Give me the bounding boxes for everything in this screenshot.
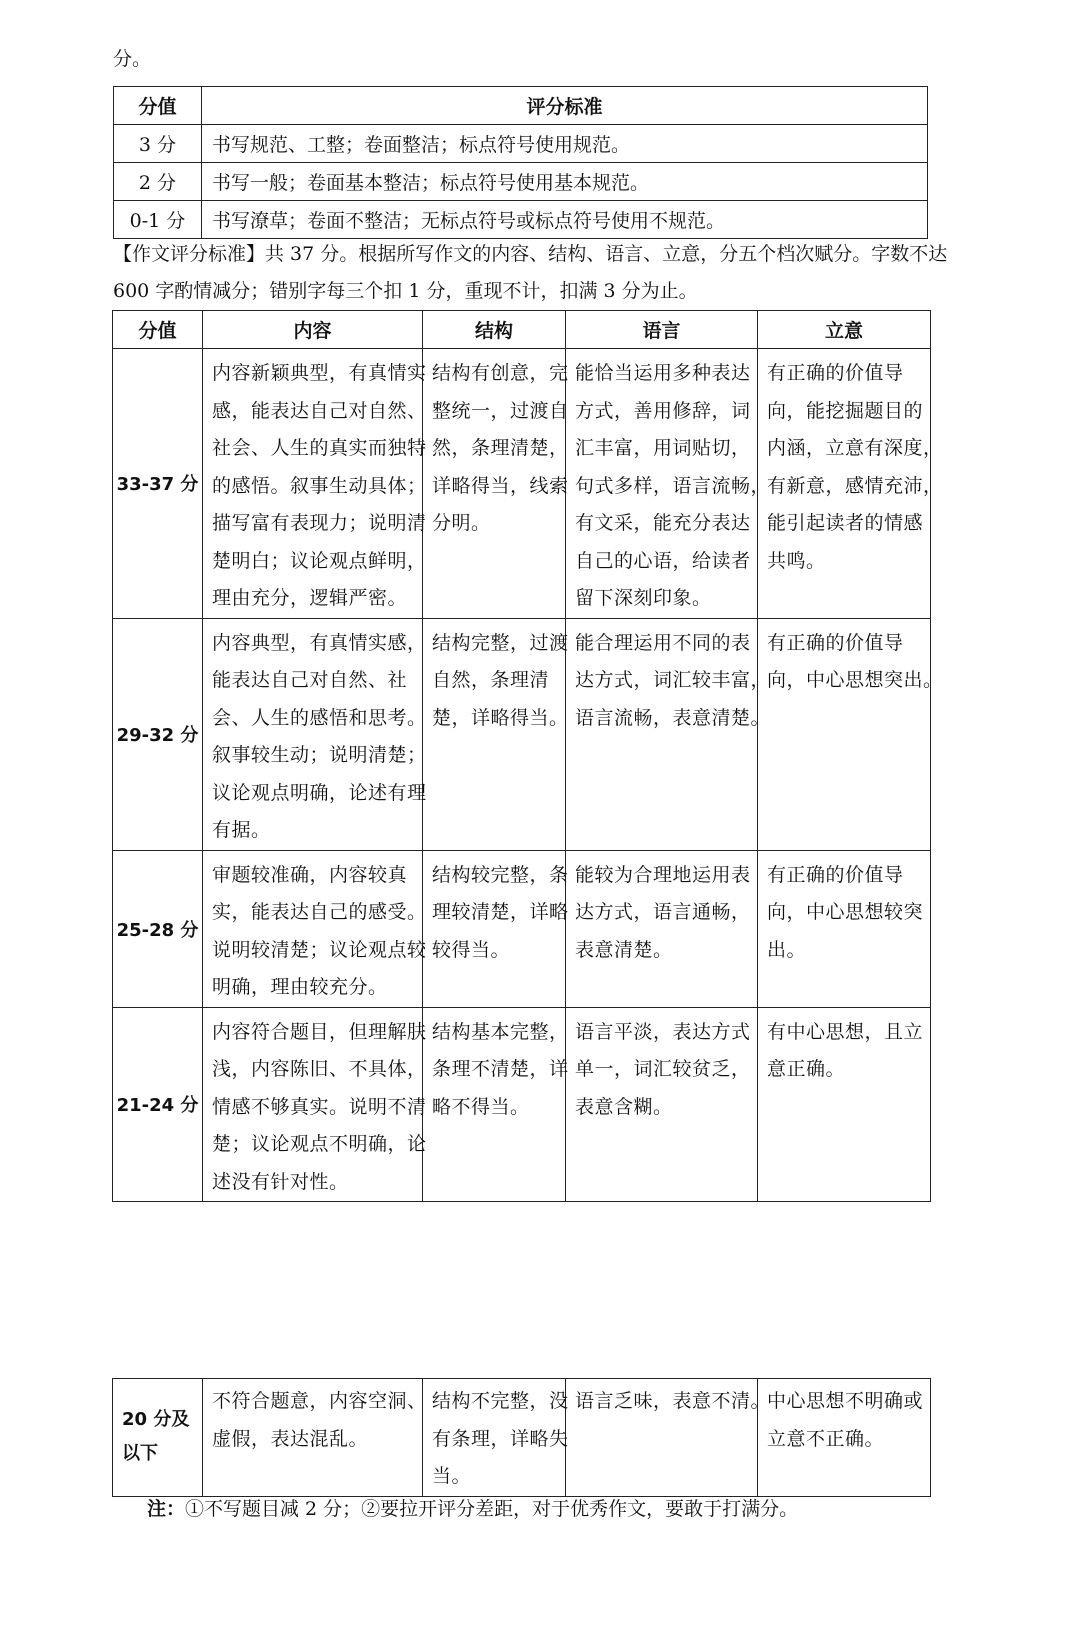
- text-line: 理较清楚，详略: [432, 901, 569, 923]
- text-line: 向，能挖掘题目的: [767, 399, 924, 422]
- text-line: 达方式，语言通畅，: [575, 901, 751, 923]
- text-line: 结构不完整，没: [432, 1390, 569, 1412]
- text-line: 然，条理清楚，: [432, 437, 569, 459]
- text-line: 语言乏味，表意不清。: [575, 1390, 771, 1412]
- text-line: 能恰当运用多种表达: [575, 362, 751, 384]
- text-line: 中心思想不明确或: [767, 1390, 924, 1412]
- text-line: 能引起读者的情感: [767, 512, 924, 534]
- text-line: 单一，词汇较贫乏，: [575, 1058, 751, 1080]
- text-line: 条理不清楚，详: [432, 1058, 569, 1080]
- text-line: 内容新颖典型，有真情实: [212, 362, 427, 384]
- text-line: 楚，详略得当。: [432, 706, 569, 729]
- idea-cell: [758, 618, 943, 850]
- text-line: 结构基本完整，: [432, 1020, 569, 1043]
- header-score: 分值: [113, 311, 203, 349]
- language-cell: [566, 1379, 771, 1497]
- text-line: 句式多样，语言流畅，: [575, 474, 771, 497]
- text-line: 当。: [432, 1465, 472, 1487]
- text-line: 略不得当。: [432, 1095, 530, 1118]
- structure-cell: [423, 1379, 569, 1497]
- table-row: [113, 349, 931, 619]
- text-line: 留下深刻印象。: [575, 587, 712, 609]
- score-cell: 29-32 分: [113, 618, 203, 850]
- text-line: 明确，理由较充分。: [212, 976, 388, 998]
- score-cell: 3 分: [114, 125, 202, 163]
- content-cell: [203, 850, 427, 1007]
- structure-cell: [423, 618, 569, 850]
- text-line: 有新意，感情充沛，: [767, 474, 943, 497]
- table-row: [114, 125, 928, 163]
- content-cell: [203, 618, 427, 850]
- criteria-cell: 书写规范、工整；卷面整洁；标点符号使用规范。: [202, 125, 928, 163]
- table-row: [113, 1007, 931, 1202]
- text-line: 情感不够真实。说明不清: [212, 1095, 427, 1118]
- text-line: 能表达自己对自然、社: [212, 669, 408, 691]
- text-line: 社会、人生的真实而独特: [212, 437, 427, 459]
- text-line: 表意清楚。: [575, 938, 673, 961]
- header-language: 语言: [566, 311, 758, 349]
- table-row: [114, 201, 928, 239]
- text-line: 内容符合题目，但理解肤: [212, 1020, 427, 1043]
- text-line: 结构较完整，条: [432, 863, 569, 886]
- text-line: 出。: [767, 938, 807, 961]
- text-line: 有正确的价值导: [767, 631, 904, 654]
- language-cell: [566, 618, 771, 850]
- idea-cell: [758, 1007, 931, 1202]
- text-line: 语言平淡，表达方式: [575, 1020, 751, 1043]
- text-line: 语言流畅，表意清楚。: [575, 706, 771, 729]
- essay-score-table: [112, 310, 943, 1202]
- text-line: 楚明白；议论观点鲜明，: [212, 549, 427, 572]
- structure-cell: [423, 349, 569, 619]
- text-line: 表意含糊。: [575, 1095, 673, 1118]
- text-line: 自己的心语，给读者: [575, 549, 751, 572]
- text-line: 能较为合理地运用表: [575, 863, 751, 886]
- text-line: 结构有创意，完: [432, 362, 569, 384]
- text-line: 方式，善用修辞，词: [575, 399, 751, 422]
- table-row: [113, 850, 931, 1007]
- language-cell: [566, 349, 771, 619]
- text-line: 楚；议论观点不明确，论: [212, 1133, 427, 1155]
- score-cell: 0-1 分: [114, 201, 202, 239]
- text-line: 议论观点明确，论述有理: [212, 781, 427, 804]
- text-line: 汇丰富，用词贴切，: [575, 437, 751, 459]
- content-cell: [203, 1379, 427, 1497]
- essay-intro-line-2: 600 字酌情减分；错别字每三个扣 1 分，重现不计，扣满 3 分为止。: [113, 280, 698, 302]
- header-idea: 立意: [758, 311, 931, 349]
- score-cell: 25-28 分: [113, 850, 203, 1007]
- text-line: 不符合题意，内容空洞、: [212, 1390, 427, 1412]
- idea-cell: [758, 850, 931, 1007]
- table-row: [113, 1379, 931, 1497]
- text-line: 的感悟。叙事生动具体；: [212, 474, 427, 497]
- criteria-cell: 书写一般；卷面基本整洁；标点符号使用基本规范。: [202, 163, 928, 201]
- structure-cell: [423, 850, 569, 1007]
- content-cell: [203, 349, 427, 619]
- text-line: 说明较清楚；议论观点较: [212, 938, 427, 961]
- text-line: 述没有针对性。: [212, 1170, 349, 1193]
- text-line: 有据。: [212, 819, 271, 841]
- text-line: 20 分及: [122, 1409, 190, 1431]
- score-cell: 21-24 分: [113, 1007, 203, 1202]
- text-line: 结构完整，过渡: [432, 631, 569, 654]
- text-line: 向，中心思想较突: [767, 901, 924, 923]
- score-cell: 33-37 分: [113, 349, 203, 619]
- text-line: 整统一，过渡自: [432, 399, 569, 422]
- text-line: 虚假，表达混乱。: [212, 1427, 369, 1450]
- text-line: 实，能表达自己的感受。: [212, 901, 427, 923]
- text-line: 内容典型，有真情实感，: [212, 631, 427, 654]
- writing-score-table: [113, 86, 928, 239]
- top-fragment: 分。: [113, 48, 152, 70]
- text-line: 向，中心思想突出。: [767, 669, 943, 691]
- text-line: 叙事较生动；说明清楚；: [212, 744, 427, 766]
- text-line: 内涵，立意有深度，: [767, 437, 943, 459]
- essay-score-table-continued: [112, 1378, 931, 1497]
- text-line: 意正确。: [767, 1058, 846, 1080]
- criteria-cell: 书写潦草；卷面不整洁；无标点符号或标点符号使用不规范。: [202, 201, 928, 239]
- text-line: 审题较准确，内容较真: [212, 863, 408, 886]
- text-line: 感，能表达自己对自然、: [212, 399, 427, 422]
- header-criteria: 评分标准: [202, 87, 928, 125]
- text-line: 共鸣。: [767, 549, 826, 572]
- text-line: 有中心思想，且立: [767, 1020, 924, 1043]
- text-line: 立意不正确。: [767, 1427, 885, 1450]
- essay-table-header: [113, 311, 931, 349]
- score-cell: [113, 1379, 203, 1497]
- table-row: [113, 618, 931, 850]
- text-line: 有正确的价值导: [767, 362, 904, 384]
- idea-cell: [758, 349, 943, 619]
- table-row: [114, 163, 928, 201]
- language-cell: [566, 1007, 758, 1202]
- text-line: 会、人生的感悟和思考。: [212, 706, 427, 729]
- score-cell: 2 分: [114, 163, 202, 201]
- structure-cell: [423, 1007, 569, 1202]
- text-line: 理由充分，逻辑严密。: [212, 587, 408, 609]
- text-line: 有文采，能充分表达: [575, 512, 751, 534]
- text-line: 浅，内容陈旧、不具体，: [212, 1058, 427, 1080]
- writing-table-header: [114, 87, 928, 125]
- text-line: 有条理，详略失: [432, 1427, 569, 1450]
- text-line: 分明。: [432, 512, 491, 534]
- idea-cell: [758, 1379, 931, 1497]
- text-line: 自然，条理清: [432, 669, 550, 691]
- note-label: 注：: [147, 1498, 186, 1520]
- text-line: 能合理运用不同的表: [575, 631, 751, 654]
- header-structure: 结构: [423, 311, 566, 349]
- essay-intro-line-1: 【作文评分标准】共 37 分。根据所写作文的内容、结构、语言、立意，分五个档次赋分。字数不达: [113, 243, 948, 265]
- text-line: 达方式，词汇较丰富，: [575, 669, 771, 691]
- header-score: 分值: [114, 87, 202, 125]
- text-line: 描写富有表现力；说明清: [212, 512, 427, 534]
- note-text: ①不写题目减 2 分；②要拉开评分差距，对于优秀作文，要敢于打满分。: [185, 1498, 799, 1520]
- language-cell: [566, 850, 758, 1007]
- text-line: 较得当。: [432, 938, 511, 961]
- text-line: 有正确的价值导: [767, 863, 904, 886]
- text-line: 以下: [122, 1443, 158, 1465]
- content-cell: [203, 1007, 427, 1202]
- header-content: 内容: [203, 311, 423, 349]
- note: [147, 1496, 798, 1522]
- text-line: 详略得当，线索: [432, 474, 569, 497]
